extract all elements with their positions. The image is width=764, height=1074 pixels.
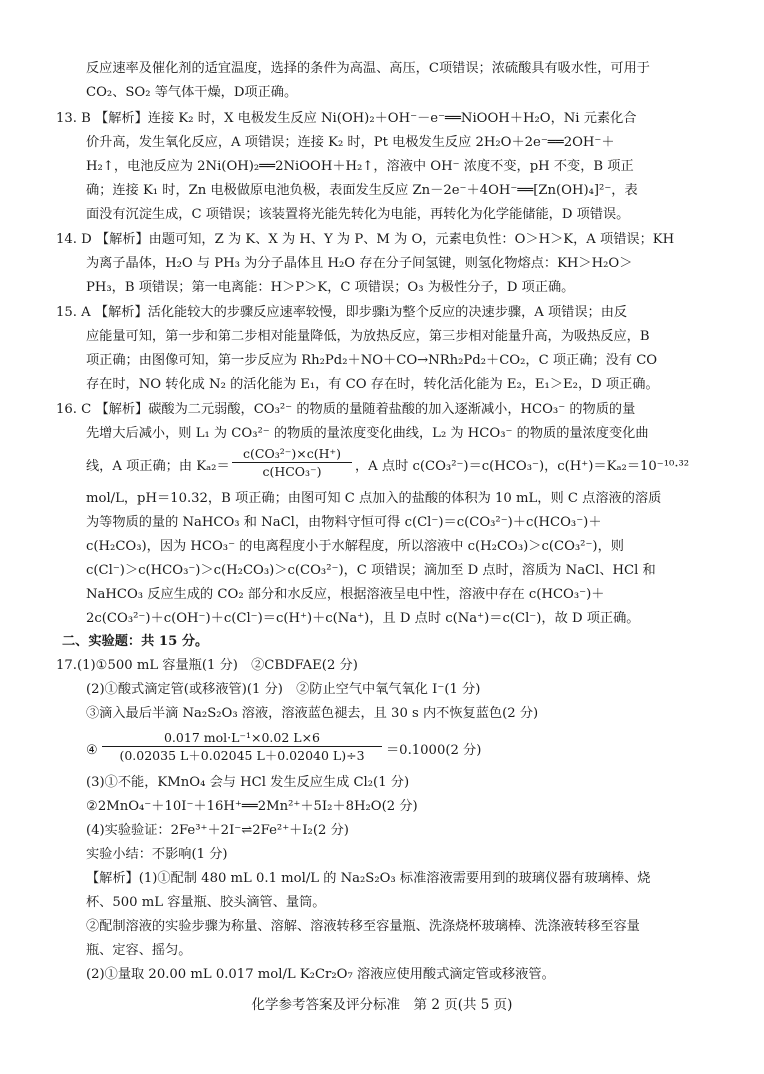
concentration-denominator: (0.02035 L＋0.02045 L＋0.02040 L)÷3: [119, 748, 365, 763]
text-line: 线，A 项正确；由 Kₐ₂＝: [86, 459, 230, 474]
text-line: 项正确；由图像可知，第一步反应为 Rh₂Pd₂＋NO＋CO→NRh₂Pd₂＋CO₂，C 项正确；没有 CO: [86, 353, 658, 368]
text-line: ②2MnO₄⁻＋10I⁻＋16H⁺══2Mn²⁺＋5I₂＋8H₂O(2 分): [86, 799, 418, 814]
text-line: H₂↑，电池反应为 2Ni(OH)₂══2NiOOH＋H₂↑，溶液中 OH⁻ 浓度不变，pH 不变，B 项正: [86, 159, 634, 174]
question-16-line: 16. C 【解析】碳酸为二元弱酸，CO₃²⁻ 的物质的量随着盐酸的加入逐渐减小，HCO₃⁻ 的物质的量: [56, 402, 636, 417]
text-line: c(H₂CO₃)，因为 HCO₃⁻ 的电离程度小于水解程度，所以溶液中 c(H₂CO₃)＞c(CO₃²⁻)，则: [86, 539, 624, 554]
text-line: 价升高，发生氧化反应，A 项错误；连接 K₂ 时，Pt 电极发生反应 2H₂O＋2e⁻══2OH⁻＋: [86, 135, 615, 150]
text-line: CO₂、SO₂ 等气体干燥，D项正确。: [86, 85, 298, 100]
text-line: 面没有沉淀生成，C 项错误；该装置将光能先转化为电能，再转化为化学能储能，D 项错误。: [86, 207, 630, 222]
text-line: 为等物质的量的 NaHCO₃ 和 NaCl，由物料守恒可得 c(Cl⁻)＝c(CO₃²⁻)＋c(HCO₃⁻)＋: [86, 515, 602, 530]
text-line: PH₃，B 项错误；第一电离能：H＞P＞K，C 项错误；O₃ 为极性分子，D 项正确。: [86, 280, 575, 295]
page-footer: 化学参考答案及评分标准 第 2 页(共 5 页): [251, 997, 513, 1013]
text-line: 2c(CO₃²⁻)＋c(OH⁻)＋c(Cl⁻)＝c(H⁺)＋c(Na⁺)，且 D 点时 c(Na⁺)＝c(Cl⁻)，故 D 项正确。: [86, 611, 640, 626]
ka2-numerator: c(CO₃²⁻)×c(H⁺): [243, 446, 341, 461]
text-line: (3)①不能，KMnO₄ 会与 HCl 发生反应生成 Cl₂(1 分): [86, 775, 410, 790]
text-line: 反应速率及催化剂的适宜温度，选择的条件为高温、高压，C项错误；浓硫酸具有吸水性，可用于: [86, 61, 650, 76]
question-13-line: 13. B 【解析】连接 K₂ 时，X 电极发生反应 Ni(OH)₂＋OH⁻－e⁻══NiOOH＋H₂O，Ni 元素化合: [56, 111, 637, 126]
concentration-fraction: [102, 729, 382, 764]
text-line: (2)①量取 20.00 mL 0.017 mol/L K₂Cr₂O₇ 溶液应使用酸式滴定管或移液管。: [86, 967, 555, 982]
text-line: ＝0.1000(2 分): [386, 743, 482, 758]
text-line: NaHCO₃ 反应生成的 CO₂ 部分和水反应，根据溶液呈电中性，溶液中存在 c(HCO₃⁻)＋: [86, 587, 605, 602]
section-heading: 二、实验题：共 15 分。: [62, 634, 209, 649]
text-line: 为离子晶体，H₂O 与 PH₃ 为分子晶体且 H₂O 存在分子间氢键，则氢化物熔点：KH＞H₂O＞: [86, 256, 633, 271]
text-line: 瓶、定容、摇匀。: [86, 943, 192, 958]
text-line: 【解析】(1)①配制 480 mL 0.1 mol/L 的 Na₂S₂O₃ 标准溶液需要用到的玻璃仪器有玻璃棒、烧: [86, 871, 651, 886]
ka2-fraction: [232, 445, 352, 480]
question-14-line: 14. D 【解析】由题可知，Z 为 K、X 为 H、Y 为 P、M 为 O，元素电负性：O＞H＞K，A 项错误；KH: [56, 232, 675, 247]
item-marker: ④: [86, 743, 98, 758]
text-line: c(Cl⁻)＞c(HCO₃⁻)＞c(H₂CO₃)＞c(CO₃²⁻)，C 项错误；滴加至 D 点时，溶质为 NaCl、HCl 和: [86, 563, 656, 578]
text-line: ③滴入最后半滴 Na₂S₂O₃ 溶液，溶液蓝色褪去，且 30 s 内不恢复蓝色(2 分): [86, 706, 539, 721]
text-line: ②配制溶液的实验步骤为称量、溶解、溶液转移至容量瓶、洗涤烧杯玻璃棒、洗涤液转移至容量: [86, 919, 640, 934]
text-line: 确；连接 K₁ 时，Zn 电极做原电池负极，表面发生反应 Zn－2e⁻＋4OH⁻══[Zn(OH)₄]²⁻，表: [86, 183, 638, 198]
question-17-line: 17.(1)①500 mL 容量瓶(1 分) ②CBDFAE(2 分): [56, 658, 358, 673]
text-line: mol/L，pH＝10.32，B 项正确；由图可知 C 点加入的盐酸的体积为 10 mL，则 C 点溶液的溶质: [86, 491, 662, 506]
text-line: 存在时，NO 转化成 N₂ 的活化能为 E₁，有 CO 存在时，转化活化能为 E₂，E₁＞E₂，D 项正确。: [86, 377, 659, 392]
text-line: 实验小结：不影响(1 分): [86, 847, 228, 862]
text-line: 杯、500 mL 容量瓶、胶头滴管、量筒。: [86, 895, 326, 910]
ka2-denominator: c(HCO₃⁻): [262, 464, 322, 479]
text-line: (4)实验验证：2Fe³⁺＋2I⁻⇌2Fe²⁺＋I₂(2 分): [86, 823, 349, 838]
text-line: ，A 点时 c(CO₃²⁻)＝c(HCO₃⁻)，c(H⁺)＝Kₐ₂＝10⁻¹⁰·³²: [355, 459, 690, 474]
question-15-line: 15. A 【解析】活化能较大的步骤反应速率较慢，即步骤ⅰ为整个反应的决速步骤，A 项错误；由反: [56, 305, 628, 320]
text-line: 应能量可知，第一步和第二步相对能量降低，为放热反应，第三步相对能量升高，为吸热反应，B: [86, 329, 650, 344]
concentration-numerator: 0.017 mol·L⁻¹×0.02 L×6: [163, 730, 321, 745]
text-line: 先增大后减小，则 L₁ 为 CO₃²⁻ 的物质的量浓度变化曲线，L₂ 为 HCO₃⁻ 的物质的量浓度变化曲: [86, 426, 649, 441]
text-line: (2)①酸式滴定管(或移液管)(1 分) ②防止空气中氧气氧化 I⁻(1 分): [86, 682, 481, 697]
